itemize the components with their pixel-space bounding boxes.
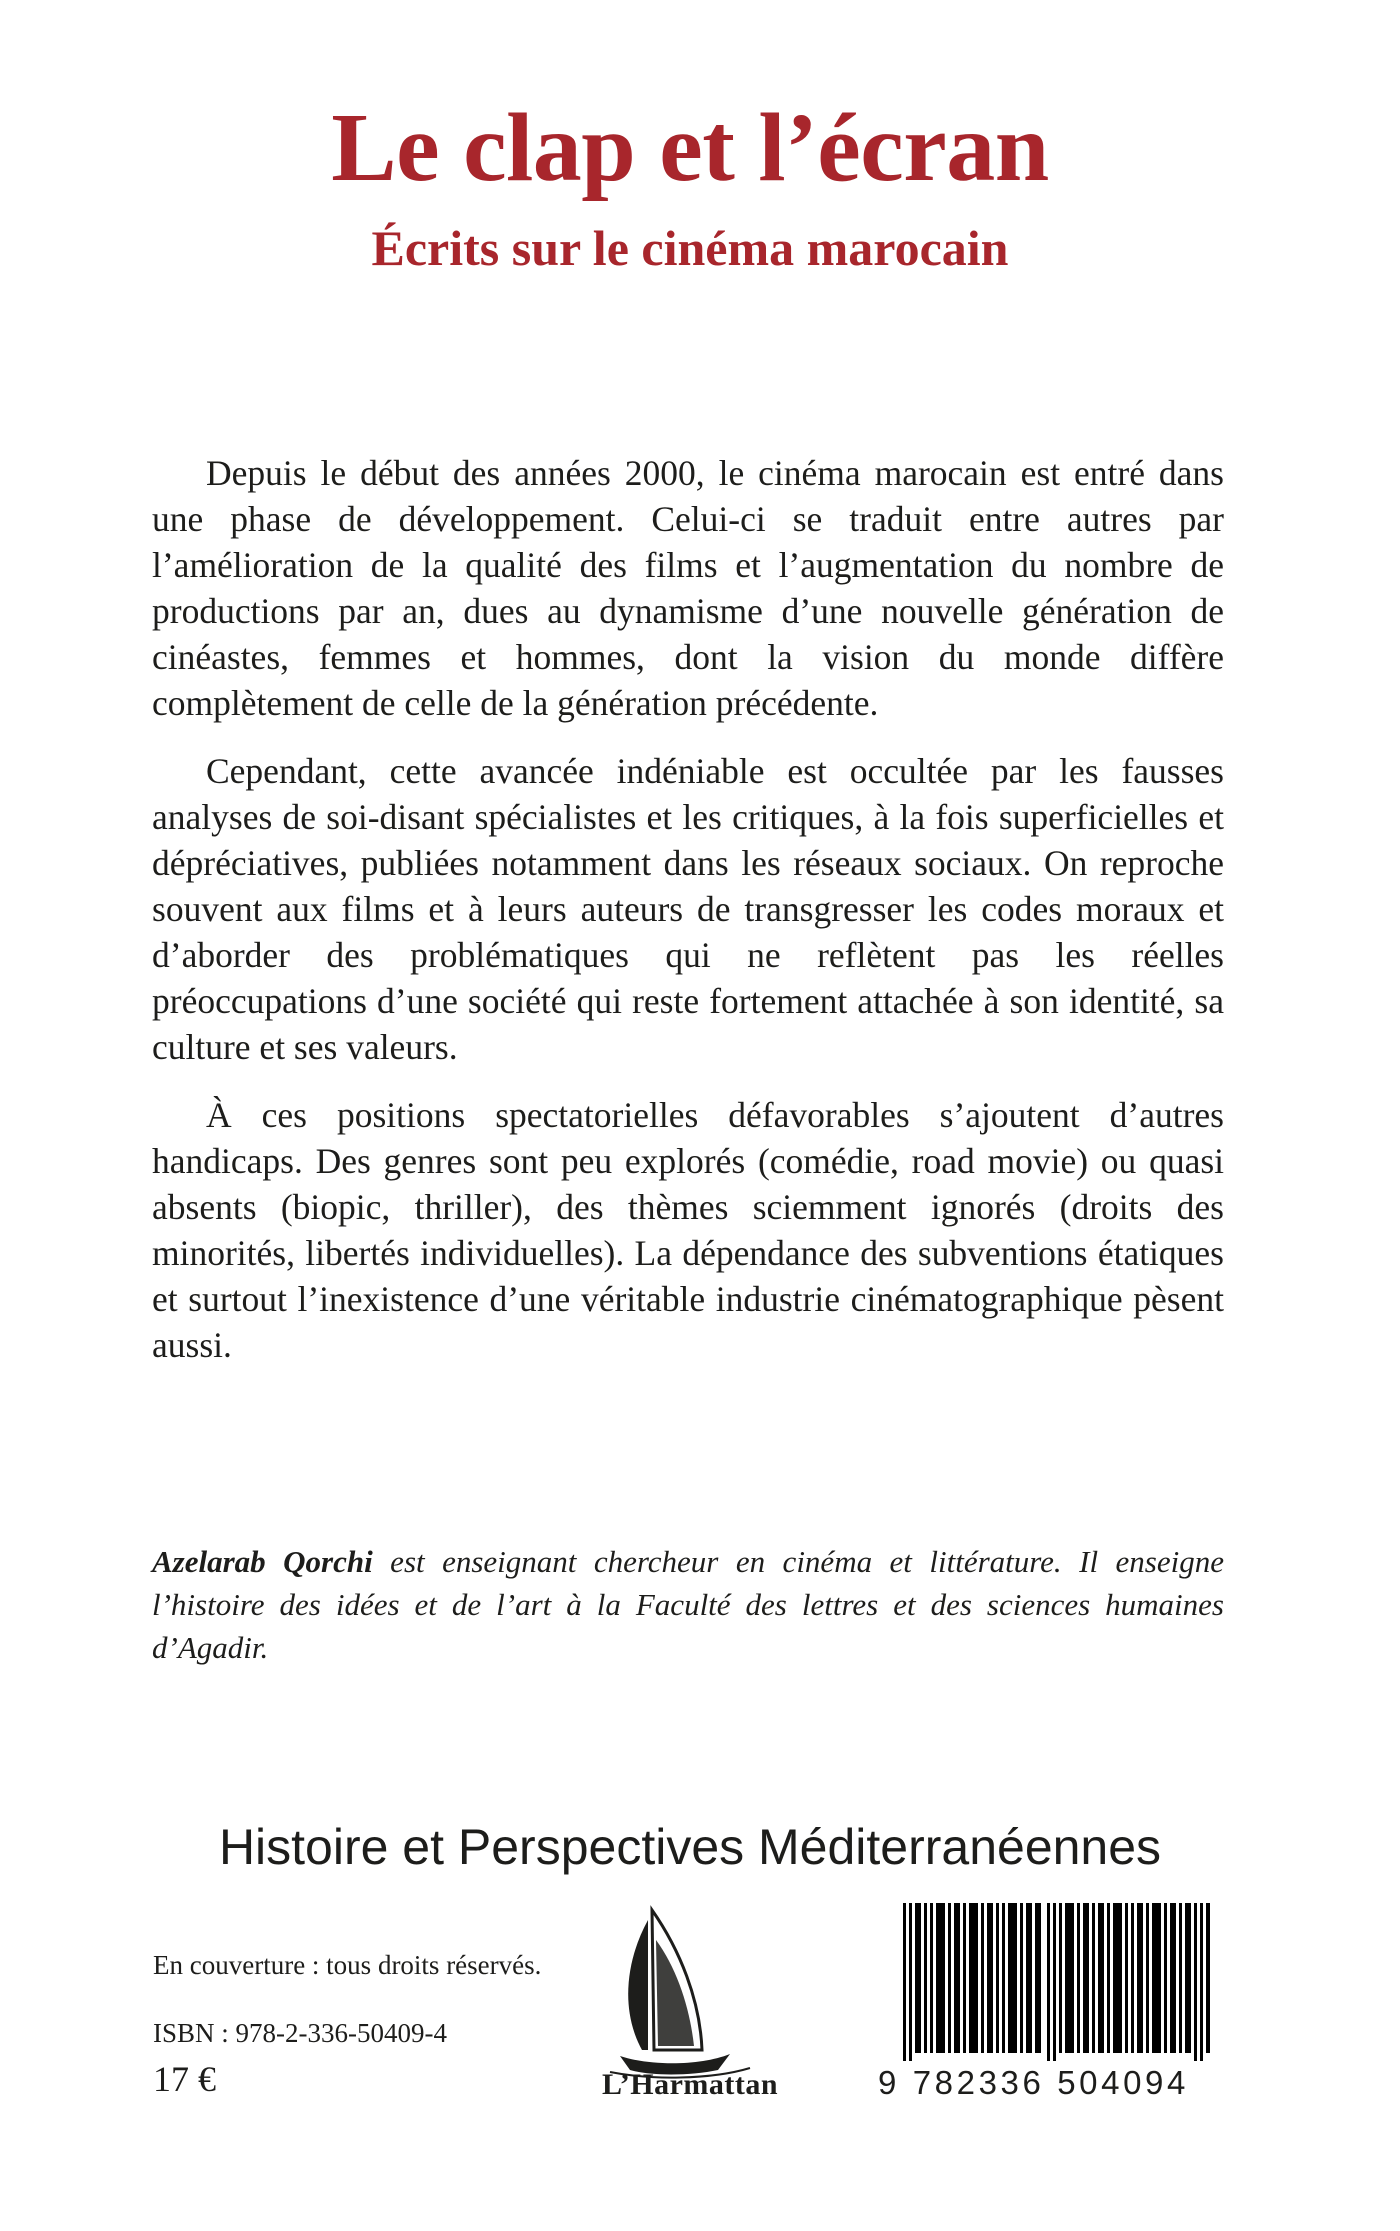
isbn: ISBN : 978-2-336-50409-4	[153, 2018, 447, 2048]
publisher-name: L’Harmattan	[602, 2068, 779, 2101]
author-bio	[152, 1540, 1224, 1669]
collection-name: Histoire et Perspectives Méditerranéennes	[218, 1819, 1162, 1875]
back-cover-blurb	[152, 450, 1224, 1390]
barcode-digits: 9 782336 504094	[878, 2064, 1189, 2101]
ean-barcode-icon	[903, 1903, 1210, 2061]
cover-credit: En couverture : tous droits réservés.	[153, 1950, 542, 1980]
author-name: Azelarab Qorchi	[152, 1544, 373, 1579]
book-subtitle: Écrits sur le cinéma marocain	[371, 220, 1009, 276]
price: 17 €	[153, 2059, 216, 2099]
author-bio-text: est enseignant chercheur en cinéma et littérature. Il enseigne l’histoire des idées et de l’art à la Faculté des lettres et des sciences humaines d’Agadir.	[152, 1544, 1225, 1665]
blurb-paragraph-1: Depuis le début des années 2000, le cinéma marocain est entré dans une phase de développement. Celui-ci se traduit entre autres par l’amélioration de la qualité des films et l’augmentation du nombre de productions par an, dues au dynamisme d’une nouvelle génération de cinéastes, femmes et hommes, dont la vision du monde diffère complètement de celle de la génération précédente.	[152, 453, 1224, 723]
blurb-paragraph-3: À ces positions spectatorielles défavorables s’ajoutent d’autres handicaps. Des genres sont peu explorés (comédie, road movie) ou quasi absents (biopic, thriller), des thèmes sciemment ignorés (droits des minorités, libertés individuelles). La dépendance des subventions étatiques et surtout l’inexistence d’une véritable industrie cinématographique pèsent aussi.	[152, 1095, 1224, 1365]
book-title: Le clap et l’écran	[331, 94, 1049, 202]
blurb-paragraph-2: Cependant, cette avancée indéniable est occultée par les fausses analyses de soi-disant spécialistes et les critiques, à la fois superficielles et dépréciatives, publiées notamment dans les réseaux sociaux. On reproche souvent aux films et à leurs auteurs de transgresser les codes moraux et d’aborder des problématiques qui ne reflètent pas les réelles préoccupations d’une société qui reste fortement attachée à son identité, sa culture et ses valeurs.	[152, 751, 1224, 1067]
